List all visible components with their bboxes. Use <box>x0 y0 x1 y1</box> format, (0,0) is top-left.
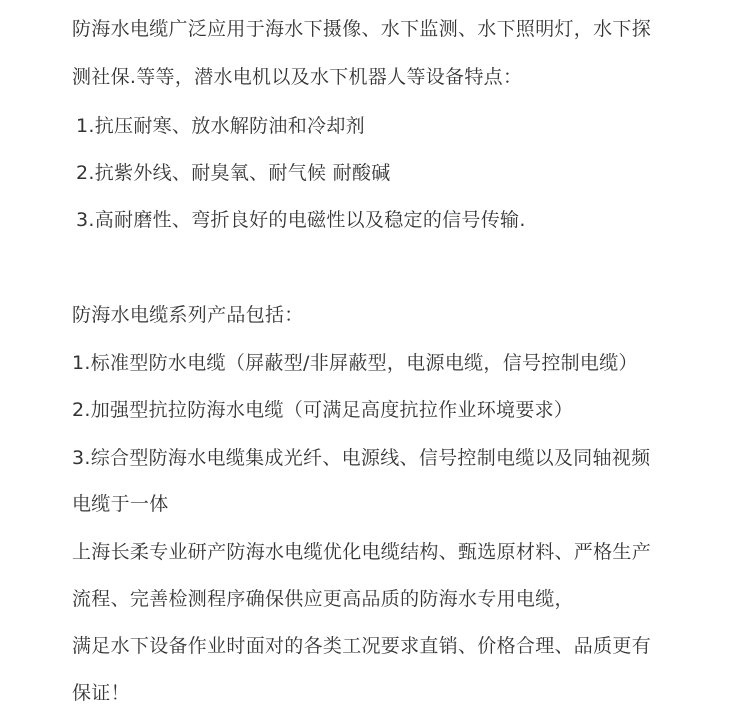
intro-line-1: 防海水电缆广泛应用于海水下摄像、水下监测、水下照明灯，水下探 <box>72 18 652 40</box>
product-item-1: 1.标准型防水电缆（屏蔽型/非屏蔽型，电源电缆，信号控制电缆） <box>72 352 638 374</box>
feature-item-2: 2.抗紫外线、耐臭氧、耐气候 耐酸碱 <box>76 162 391 184</box>
feature-item-3: 3.高耐磨性、弯折良好的电磁性以及稳定的信号传输. <box>76 209 526 231</box>
closing-line-4: 保证！ <box>72 682 130 704</box>
product-item-3-continued: 电缆于一体 <box>72 493 169 515</box>
intro-line-2: 测社保.等等，潜水电机以及水下机器人等设备特点： <box>72 66 523 88</box>
closing-line-1: 上海长柔专业研产防海水电缆优化电缆结构、甄选原材料、严格生产 <box>72 541 652 563</box>
product-item-2: 2.加强型抗拉防海水电缆（可满足高度抗拉作业环境要求） <box>72 399 574 421</box>
closing-line-2: 流程、完善检测程序确保供应更高品质的防海水专用电缆， <box>72 588 574 610</box>
feature-item-1: 1.抗压耐寒、放水解防油和冷却剂 <box>76 115 365 137</box>
products-heading: 防海水电缆系列产品包括： <box>72 304 304 326</box>
product-item-3: 3.综合型防海水电缆集成光纤、电源线、信号控制电缆以及同轴视频 <box>72 447 651 469</box>
closing-line-3: 满足水下设备作业时面对的各类工况要求直销、价格合理、品质更有 <box>72 635 652 657</box>
